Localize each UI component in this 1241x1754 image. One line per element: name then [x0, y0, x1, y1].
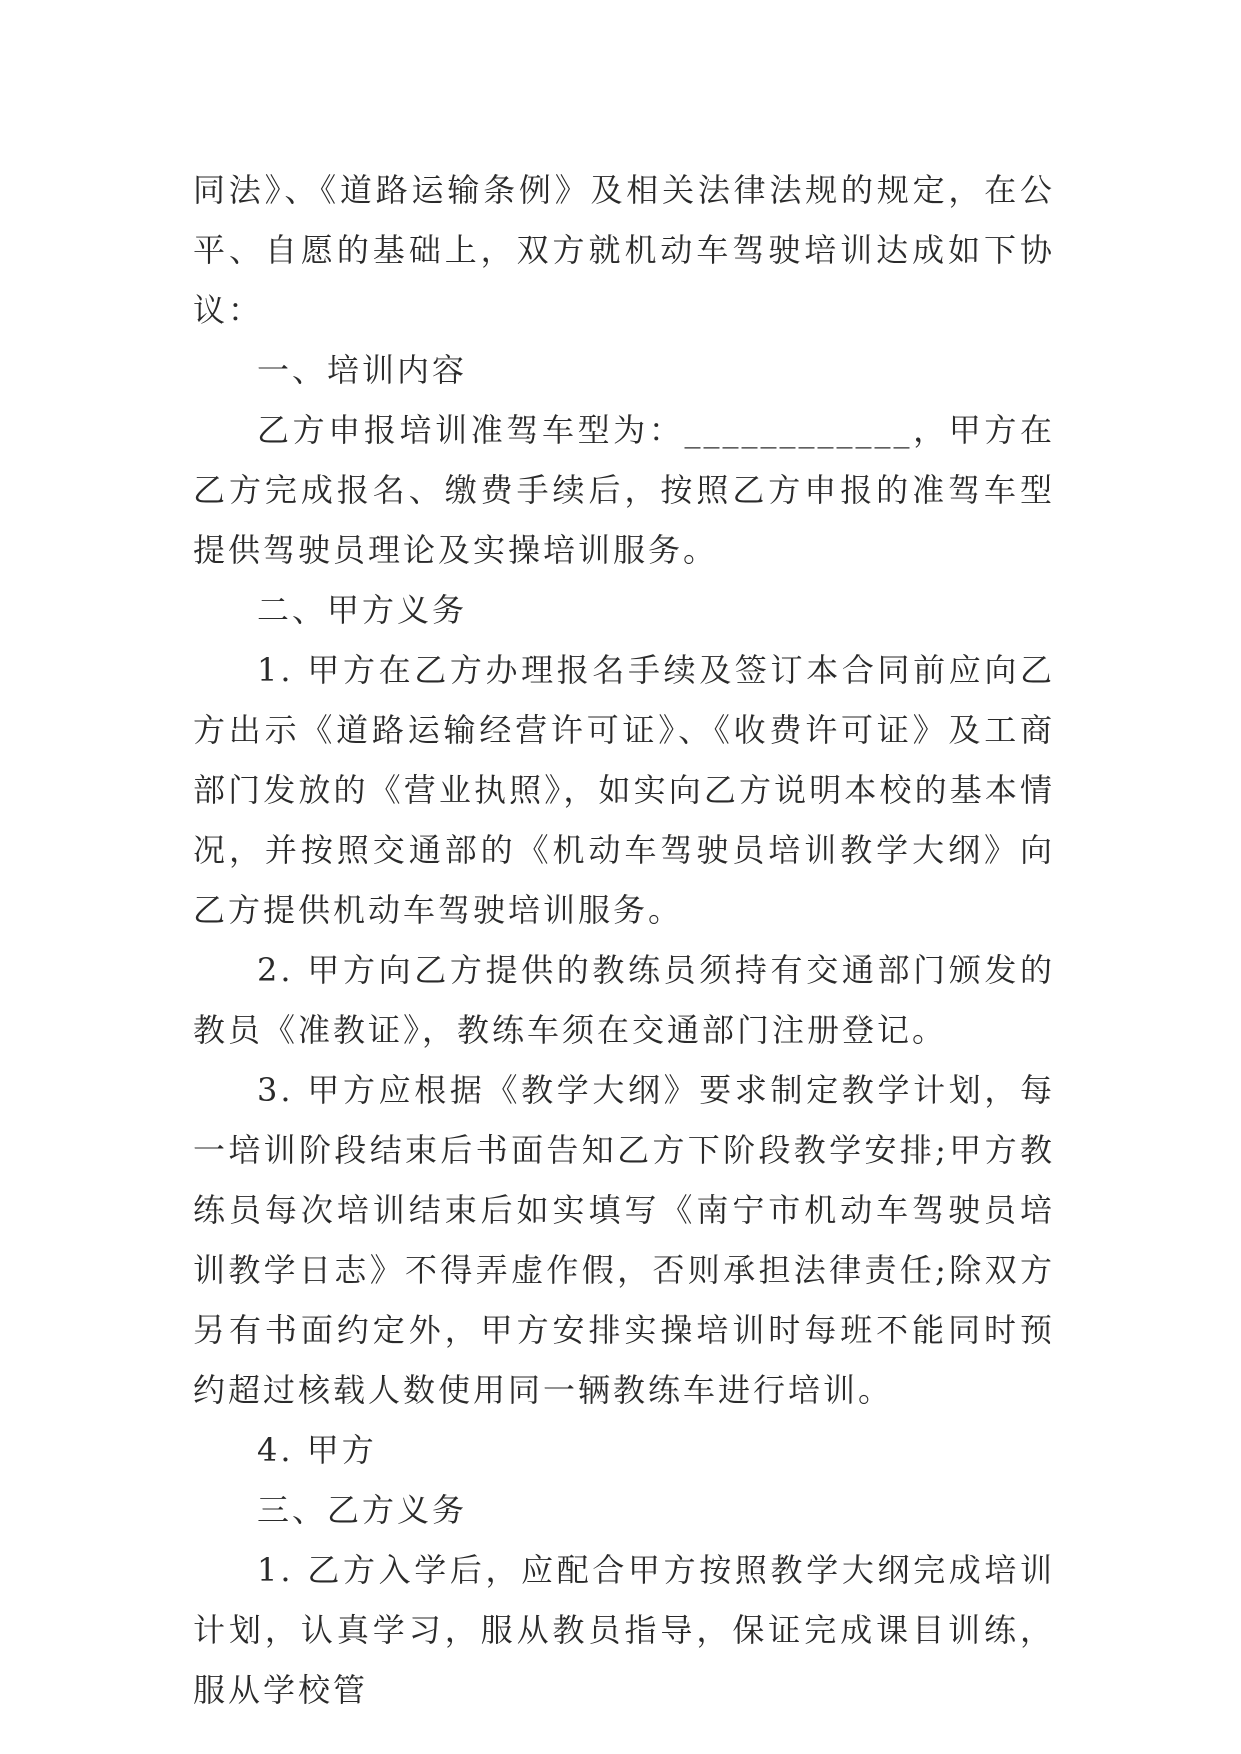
paragraph-party-a-item-3: 3. 甲方应根据《教学大纲》要求制定教学计划，每一培训阶段结束后书面告知乙方下阶段教学安排;甲方教练员每次培训结束后如实填写《南宁市机动车驾驶员培训教学日志》不得弄虚作假，否则承担法律责任;除双方另有书面约定外，甲方安排实操培训时每班不能同时预约超过核载人数使用同一辆教练车进行培训。	[193, 1071, 1055, 1409]
paragraph-intro-continuation: 同法》、《道路运输条例》及相关法律法规的规定，在公平、自愿的基础上，双方就机动车驾驶培训达成如下协议：	[193, 171, 1055, 329]
paragraph-party-a-item-2: 2. 甲方向乙方提供的教练员须持有交通部门颁发的教员《准教证》，教练车须在交通部门注册登记。	[193, 951, 1055, 1049]
contract-body	[193, 160, 1055, 1720]
section-heading-training-content: 一、培训内容	[257, 351, 468, 389]
paragraph-party-b-item-1: 1. 乙方入学后，应配合甲方按照教学大纲完成培训计划，认真学习，服从教员指导，保证完成课目训练，服从学校管	[193, 1551, 1055, 1709]
paragraph-training-vehicle-type: 乙方申报培训准驾车型为：____________，甲方在乙方完成报名、缴费手续后，按照乙方申报的准驾车型提供驾驶员理论及实操培训服务。	[193, 411, 1055, 569]
paragraph-party-a-item-4: 4. 甲方	[257, 1431, 377, 1469]
paragraph-party-a-item-1: 1. 甲方在乙方办理报名手续及签订本合同前应向乙方出示《道路运输经营许可证》、《收费许可证》及工商部门发放的《营业执照》，如实向乙方说明本校的基本情况，并按照交通部的《机动车驾驶员培训教学大纲》向乙方提供机动车驾驶培训服务。	[193, 651, 1055, 929]
section-heading-party-a-obligations: 二、甲方义务	[257, 591, 468, 629]
section-heading-party-b-obligations: 三、乙方义务	[257, 1491, 468, 1529]
